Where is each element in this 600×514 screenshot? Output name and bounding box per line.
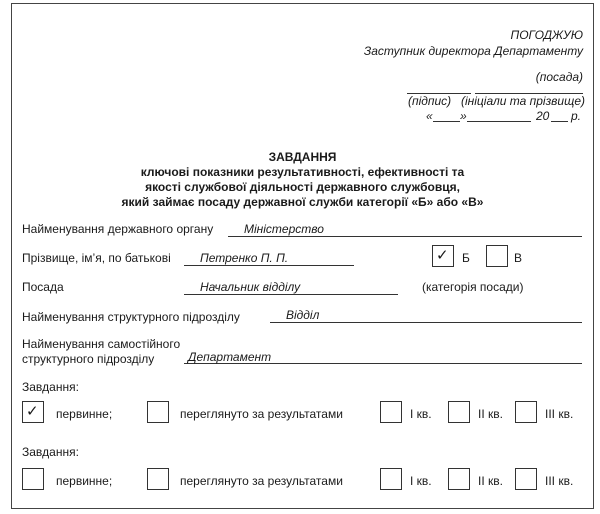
task-row-2-label: Завдання: [22, 445, 79, 459]
approval-title: ПОГОДЖУЮ [510, 28, 583, 42]
category-b-label: Б [462, 251, 470, 265]
date-year-line[interactable] [551, 121, 568, 122]
date-month-line[interactable] [467, 121, 531, 122]
document-subtitle-3: який займає посаду державної служби категорії «Б» або «В» [121, 195, 484, 209]
org-value: Міністерство [244, 222, 324, 236]
approval-position-hint: (посада) [535, 70, 583, 84]
signature-hint: (підпис) [408, 94, 452, 108]
approval-subtitle: Заступник директора Департаменту [363, 44, 583, 58]
date-open-quote: « [426, 109, 433, 123]
task-row-2-q2-checkbox[interactable] [448, 468, 470, 490]
task-row-1-q1-checkbox[interactable] [380, 401, 402, 423]
unit-field[interactable] [270, 322, 582, 323]
position-value: Начальник відділу [200, 280, 301, 294]
category-b-check-icon: ✓ [436, 247, 449, 264]
task-row-2-q3-label: III кв. [545, 474, 574, 488]
date-day-line[interactable] [433, 121, 460, 122]
category-b-checkbox[interactable] [432, 245, 454, 267]
position-label: Посада [22, 280, 64, 294]
org-label: Найменування державного органу [22, 222, 214, 236]
task-row-2-primary-checkbox[interactable] [22, 468, 44, 490]
name-hint: (ініціали та прізвище) [461, 94, 585, 108]
document-subtitle-2: якості службової діяльності державного службовця, [145, 180, 460, 194]
task-row-1-q2-label: II кв. [478, 407, 503, 421]
indep-value: Департамент [188, 350, 272, 364]
date-year: 20 [536, 109, 550, 123]
task-row-1-primary-label: первинне; [56, 407, 113, 421]
task-row-1-revised-checkbox[interactable] [147, 401, 169, 423]
position-category-hint: (категорія посади) [422, 280, 524, 294]
indep-label-line2: структурного підрозділу [22, 352, 155, 366]
unit-label: Найменування структурного підрозділу [22, 310, 240, 324]
task-row-2-primary-label: первинне; [56, 474, 113, 488]
task-row-1-primary-checkbox[interactable] [22, 401, 44, 423]
task-row-1-q1-label: I кв. [410, 407, 432, 421]
name-field[interactable] [184, 265, 354, 266]
task-row-2-q3-checkbox[interactable] [515, 468, 537, 490]
date-close-quote: » [460, 109, 467, 123]
unit-value: Відділ [286, 308, 320, 322]
name-label: Прізвище, ім’я, по батькові [22, 251, 171, 265]
category-v-label: В [514, 251, 523, 265]
task-row-2-revised-label: переглянуто за результатами [180, 474, 343, 488]
task-row-2-revised-checkbox[interactable] [147, 468, 169, 490]
date-year-suffix: р. [571, 109, 582, 123]
task-row-1-revised-label: переглянуто за результатами [180, 407, 343, 421]
document-title: ЗАВДАННЯ [268, 150, 337, 164]
task-row-2-q1-checkbox[interactable] [380, 468, 402, 490]
name-value: Петренко П. П. [200, 251, 289, 265]
task-row-1-primary-check-icon: ✓ [26, 403, 39, 420]
task-row-2-q1-label: I кв. [410, 474, 432, 488]
task-row-1-q3-checkbox[interactable] [515, 401, 537, 423]
org-field[interactable] [228, 236, 582, 237]
position-field[interactable] [184, 294, 398, 295]
document-subtitle-1: ключові показники результативності, ефективності та [140, 165, 465, 179]
task-row-2-q2-label: II кв. [478, 474, 503, 488]
category-v-checkbox[interactable] [486, 245, 508, 267]
task-row-1-label: Завдання: [22, 380, 79, 394]
task-row-1-q3-label: III кв. [545, 407, 574, 421]
task-row-1-q2-checkbox[interactable] [448, 401, 470, 423]
indep-label-line1: Найменування самостійного [22, 337, 181, 351]
